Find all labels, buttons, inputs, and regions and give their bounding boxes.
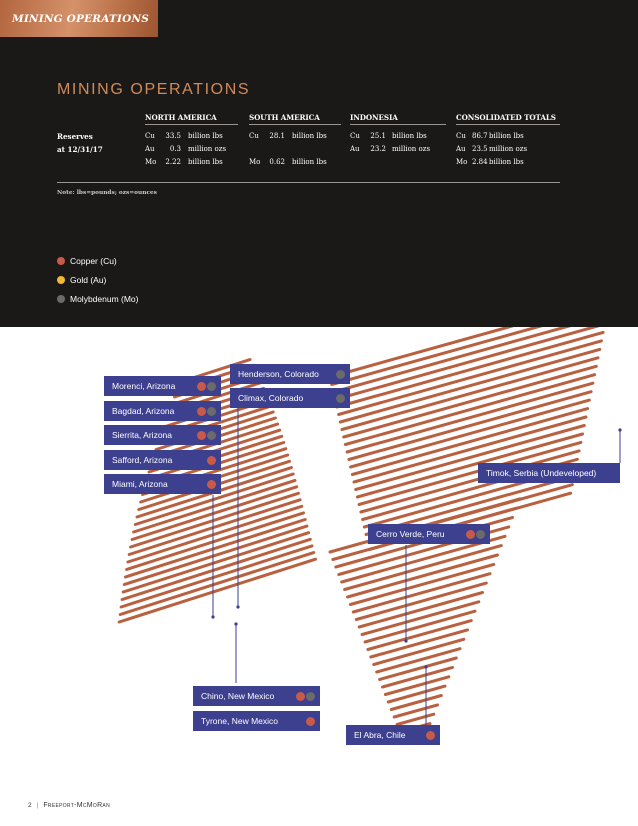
id-au-value: 23.2 [370, 145, 386, 153]
mine-label-el-abra[interactable] [346, 725, 440, 745]
endpoint [234, 622, 237, 625]
ct-mo-unit: billion lbs [489, 158, 524, 166]
mine-name: Chino, New Mexico [201, 691, 275, 701]
legend-label: Molybdenum (Mo) [70, 294, 139, 304]
footer-separator: | [36, 802, 39, 809]
map-stripe [362, 602, 479, 635]
mine-name: Sierrita, Arizona [112, 430, 172, 440]
ct-cu-value: 86.7 [472, 132, 488, 140]
sa-cu-value: 28.1 [269, 132, 285, 140]
page-number: 2 [28, 802, 32, 809]
mine-name: Climax, Colorado [238, 393, 304, 403]
mine-name: El Abra, Chile [354, 730, 406, 740]
metal-dots [335, 370, 345, 379]
map-stripe [388, 686, 445, 702]
mine-label-chino[interactable] [193, 686, 320, 706]
map-stripe [129, 500, 300, 555]
legend-item-molybdenum [57, 294, 139, 304]
mine-name: Morenci, Arizona [112, 381, 176, 391]
units-note: Note: lbs=pounds; ozs=ounces [57, 190, 157, 196]
copper-dot-icon [207, 480, 216, 489]
id-au-metal: Au [350, 145, 360, 153]
section-tab-label: MINING OPERATIONS [12, 13, 150, 25]
ct-mo-value: 2.84 [472, 158, 488, 166]
molybdenum-dot-icon [336, 394, 345, 403]
brand-name: Freeport-McMoRan [43, 802, 110, 809]
endpoint [404, 639, 407, 642]
map-stripe [131, 493, 299, 547]
reserves-label: Reserves [57, 132, 93, 141]
copper-dot-icon [57, 257, 65, 265]
copper-dot-icon [197, 431, 206, 440]
sa-mo-unit: billion lbs [292, 158, 327, 166]
ct-au-unit: million ozs [489, 145, 528, 153]
map-stripe [365, 611, 475, 642]
sa-mo-value: 0.62 [269, 158, 285, 166]
region-rule [350, 124, 446, 125]
page-footer [28, 802, 110, 809]
na-mo-unit: billion lbs [188, 158, 223, 166]
map-stripe [128, 506, 302, 562]
mine-label-safford[interactable] [104, 450, 221, 470]
metal-dots [335, 394, 345, 403]
region-rule [249, 124, 341, 125]
ct-au-metal: Au [456, 145, 466, 153]
metal-dots [196, 407, 216, 416]
na-mo-metal: Mo [145, 158, 157, 166]
na-cu-value: 33.5 [165, 132, 181, 140]
metal-dots [425, 731, 435, 740]
map-stripe [348, 555, 498, 597]
ct-mo-metal: Mo [456, 158, 468, 166]
copper-dot-icon [306, 717, 315, 726]
copper-dot-icon [466, 530, 475, 539]
copper-dot-icon [197, 407, 206, 416]
id-cu-unit: billion lbs [392, 132, 427, 140]
sa-mo-metal: Mo [249, 158, 261, 166]
map-stripe [339, 341, 602, 415]
molybdenum-dot-icon [207, 407, 216, 416]
copper-dot-icon [197, 382, 206, 391]
legend-label: Copper (Cu) [70, 256, 117, 266]
ct-au-value: 23.5 [472, 145, 488, 153]
ct-cu-metal: Cu [456, 132, 466, 140]
endpoint [236, 605, 239, 608]
na-au-unit: million ozs [188, 145, 227, 153]
mine-label-miami[interactable] [104, 474, 221, 494]
id-cu-value: 25.1 [370, 132, 386, 140]
legend-label: Gold (Au) [70, 275, 107, 285]
endpoint [211, 615, 214, 618]
reserves-date-label: at 12/31/17 [57, 145, 103, 154]
molybdenum-dot-icon [207, 382, 216, 391]
mine-label-sierrita[interactable] [104, 425, 221, 445]
map-stripe [353, 574, 490, 612]
metal-dots [465, 530, 485, 539]
mine-label-bagdad[interactable] [104, 401, 221, 421]
mine-name: Cerro Verde, Peru [376, 529, 445, 539]
region-header-south-america: SOUTH AMERICA [249, 113, 320, 122]
mine-label-cerro-verde[interactable] [368, 524, 490, 544]
sa-cu-unit: billion lbs [292, 132, 327, 140]
metal-dots [206, 456, 216, 465]
id-cu-metal: Cu [350, 132, 360, 140]
section-tab [0, 0, 158, 37]
na-mo-value: 2.22 [165, 158, 181, 166]
mine-name: Bagdad, Arizona [112, 406, 175, 416]
id-au-unit: million ozs [392, 145, 431, 153]
region-rule [145, 124, 238, 125]
mine-name: Timok, Serbia (Undeveloped) [486, 468, 597, 478]
mine-name: Safford, Arizona [112, 455, 173, 465]
molybdenum-dot-icon [476, 530, 485, 539]
map-stripe [337, 332, 603, 407]
na-au-value: 0.3 [169, 145, 181, 153]
na-au-metal: Au [145, 145, 155, 153]
copper-dot-icon [207, 456, 216, 465]
ct-cu-unit: billion lbs [489, 132, 524, 140]
endpoint [424, 665, 427, 668]
na-cu-metal: Cu [145, 132, 155, 140]
molybdenum-dot-icon [207, 431, 216, 440]
metal-dots [295, 692, 315, 701]
na-cu-unit: billion lbs [188, 132, 223, 140]
mine-label-tyrone[interactable] [193, 711, 320, 731]
page-title: MINING OPERATIONS [57, 81, 251, 98]
map-stripe [368, 621, 471, 650]
molybdenum-dot-icon [306, 692, 315, 701]
mine-label-henderson[interactable] [230, 364, 350, 384]
legend-item-copper [57, 256, 117, 266]
mine-label-timok[interactable] [478, 463, 620, 483]
metal-dots [305, 717, 315, 726]
molybdenum-dot-icon [57, 295, 65, 303]
sa-cu-metal: Cu [249, 132, 259, 140]
region-header-indonesia: INDONESIA [350, 113, 398, 122]
region-header-consolidated: CONSOLIDATED TOTALS [456, 113, 556, 122]
map-stripe [385, 677, 448, 695]
mine-name: Miami, Arizona [112, 479, 168, 489]
mine-label-climax[interactable] [230, 388, 350, 408]
mine-name: Tyrone, New Mexico [201, 716, 278, 726]
endpoint [618, 428, 621, 431]
gold-dot-icon [57, 276, 65, 284]
molybdenum-dot-icon [336, 370, 345, 379]
table-bottom-rule [57, 182, 560, 183]
metal-dots [196, 382, 216, 391]
map-stripe [350, 564, 493, 604]
metal-dots [206, 480, 216, 489]
mine-label-morenci[interactable] [104, 376, 221, 396]
legend-item-gold [57, 275, 106, 285]
copper-dot-icon [296, 692, 305, 701]
region-header-north-america: NORTH AMERICA [145, 113, 217, 122]
metal-dots [196, 431, 216, 440]
mine-name: Henderson, Colorado [238, 369, 319, 379]
region-rule [456, 124, 560, 125]
copper-dot-icon [426, 731, 435, 740]
